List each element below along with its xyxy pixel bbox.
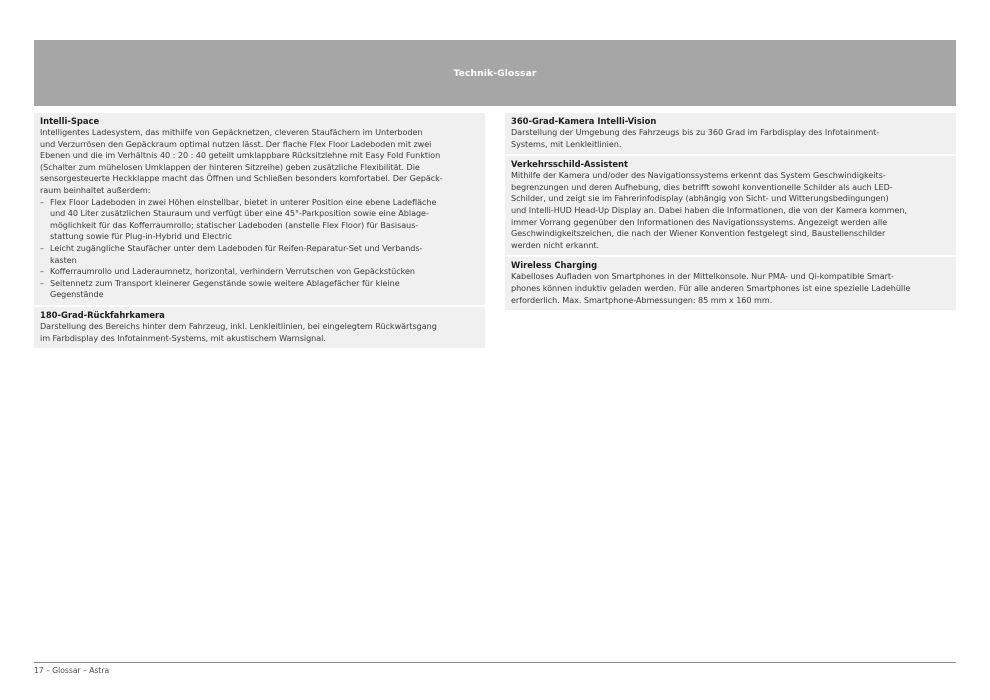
left-column (34, 113, 485, 350)
entry-text: Kabelloses Aufladen von Smartphones in der Mittelkonsole. Nur PMA- und Qi-kompatible Smart- phones können induktiv geladen werden. Für alle anderen Smartphones ist eine spezielle Ladehülle erforderlich. Max. Smartphone-Abmessungen: 85 mm x 160 mm. (511, 271, 911, 305)
dash-marker: – (40, 196, 44, 207)
entry-text: Darstellung des Bereichs hinter dem Fahrzeug, inkl. Lenkleitlinien, bei eingelegtem Rückwärtsgang im Farbdisplay des Infotainment-Systems, mit akustischem Warnsignal. (40, 320, 437, 343)
section-header (34, 40, 956, 106)
right-column (505, 113, 956, 312)
list-item: – Kofferraumrollo und Laderaumnetz, horizontal, verhindern Verrutschen von Gepäckstücken (40, 266, 415, 277)
dash-marker: – (40, 277, 44, 288)
entry-title: 360-Grad-Kamera Intelli-Vision (511, 116, 657, 126)
list-item: – Flex Floor Ladeboden in zwei Höhen einstellbar, bietet in unterer Position eine ebene Ladefläche und 40 Liter zusätzlichen Stauraum und verfügt über eine 45°-Parkposition sowie eine Ablage- möglichkeit für das Kofferraumrollo; statischer Ladeboden (anstelle Flex Floor) für Basisaus- stattung sowie für Plug-in-Hybrid und Electric (40, 196, 437, 242)
list-item: – Seitennetz zum Transport kleinerer Gegenstände sowie weitere Ablagefächer für kleine Gegenstände (40, 277, 400, 300)
entry-text: Mithilfe der Kamera und/oder des Navigationssystems erkennt das System Geschwindigkeits- begrenzungen und deren Aufhebung, dies betrifft sowohl konventionelle Schilder als auch LED- Schilder, und zeigt sie im Fahrerinfodisplay (abhängig von Sicht- und Witterungsbedingungen) und Intelli-HUD Head-Up Display an. Dabei haben die Informationen, die von der Kamera kommen, immer Vorrang gegenüber den Informationen des Navigationssystems. Angezeigt werden alle Geschwindigkeitszeichen, die nach der Wiener Konvention festgelegt sind, Baustellenschilder werden nicht erkannt. (511, 170, 907, 250)
entry-title: Wireless Charging (511, 260, 598, 271)
glossary-entry-intelli-space (34, 113, 485, 305)
entry-text: Darstellung der Umgebung des Fahrzeugs bis zu 360 Grad im Farbdisplay des Infotainment- Systems, mit Lenkleitlinien. (511, 127, 880, 149)
entry-title: 180-Grad-Rückfahrkamera (40, 309, 165, 320)
dash-marker: – (40, 266, 44, 277)
glossary-entry-wireless-charging (505, 257, 956, 310)
entry-text: Intelligentes Ladesystem, das mithilfe von Gepäcknetzen, cleveren Staufächern im Unterboden und Verzurrösen den Gepäckraum optimal nutzen lässt. Der flache Flex Floor Ladeboden mit zwei Ebenen und die im Verhältnis 40 : 20 : 40 geteilt umklappbare Rücksitzlehne mit Easy Fold Funktion (Schalter zum mühelosen Umklappen der hinteren Sitzreihe) geben zusätzliche Flexibilität. Die sensorgesteuerte Heckklappe macht das Öffnen und Schließen besonders komfortabel. Der Gepäck- raum beinhaltet außerdem: (40, 127, 443, 195)
glossary-entry-360-camera (505, 113, 956, 154)
glossary-entry-traffic-sign (505, 156, 956, 255)
entry-title: Verkehrsschild-Assistent (511, 159, 629, 170)
entry-title: Intelli-Space (40, 116, 100, 126)
page-title: Technik-Glossar (453, 67, 537, 79)
glossary-entry-rear-camera (34, 307, 485, 348)
list-item: – Leicht zugängliche Staufächer unter dem Ladeboden für Reifen-Reparatur-Set und Verbands- kasten (40, 242, 423, 265)
dash-marker: – (40, 242, 44, 253)
feature-list (40, 197, 480, 301)
page-footer: 17 – Glossar – Astra (34, 666, 110, 675)
footer-divider (34, 662, 956, 663)
